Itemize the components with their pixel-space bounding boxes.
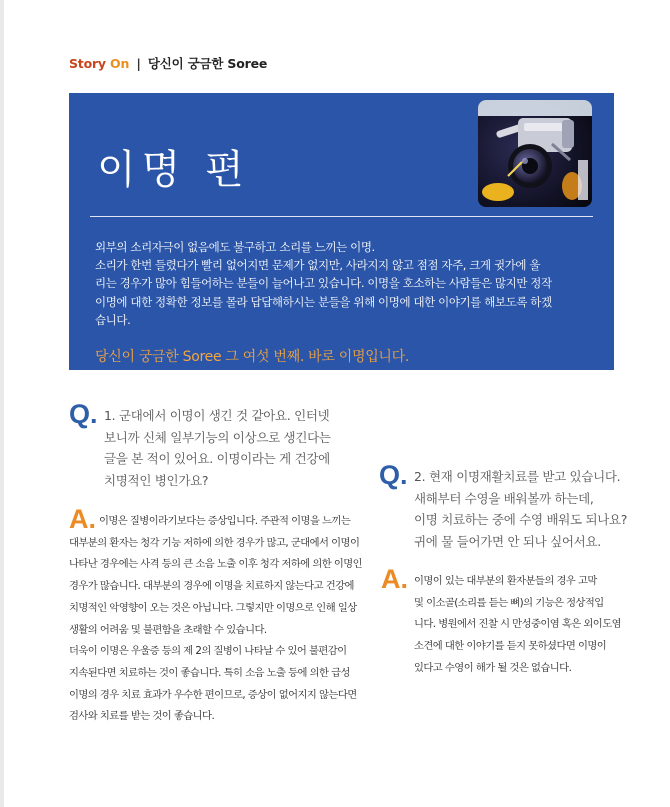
banner-tagline: 당신이 궁금한 Soree 그 여섯 번째. 바로 이명입니다. (95, 349, 410, 365)
answer-line: 대부분의 환자는 청각 기능 저하에 의한 경우가 많고, 군대에서 이명이 (69, 536, 360, 549)
answer-1-text (69, 511, 365, 728)
page-title: 이명 편 (97, 147, 250, 193)
intro-line: 외부의 소리자극이 없음에도 불구하고 소리를 느끼는 이명. (95, 240, 375, 254)
page-edge (0, 0, 4, 807)
question-1-mark: Q. (69, 399, 98, 429)
intro-line: 소리가 한번 들렸다가 빨리 없어지면 문제가 없지만, 사라지지 않고 점점 자주, 크게 귓가에 울 (95, 258, 541, 273)
banner-divider (90, 216, 593, 217)
answer-line: 있다고 수영이 해가 될 것은 없습니다. (414, 661, 572, 674)
header-on: On (110, 56, 130, 71)
question-line: 보니까 신체 일부기능의 이상으로 생긴다는 (104, 429, 331, 445)
question-line: 2. 현재 이명재활치료를 받고 있습니다. (414, 469, 621, 484)
answer-line: 검사와 치료를 받는 것이 좋습니다. (69, 710, 215, 723)
answer-line: 나타난 경우에는 사격 등의 큰 소음 노출 이후 청각 저하에 의한 이명인 (69, 558, 363, 571)
answer-line: 더욱이 이명은 우울증 등의 제 2의 질병이 나타날 수 있어 불편감이 (69, 645, 347, 658)
header-subtitle: 당신이 궁금한 Soree (147, 56, 268, 71)
header-story: Story (69, 56, 106, 71)
intro-line: 습니다. (95, 312, 131, 327)
question-line: 새해부터 수영을 배워볼까 하는데, (414, 490, 594, 506)
answer-line: 지속된다면 치료하는 것이 좋습니다. 특히 소음 노출 등에 의한 급성 (69, 666, 350, 679)
answer-2-mark: A. (381, 564, 408, 594)
answer-line: 니다. 병원에서 진찰 시 만성중이염 혹은 외이도염 (414, 618, 621, 631)
intro-line: 리는 경우가 많아 힘들어하는 분들이 늘어나고 있습니다. 이명을 호소하는 사람들은 많지만 정작 (95, 276, 552, 291)
question-2-mark: Q. (379, 460, 408, 490)
equipment-photo (478, 100, 592, 207)
answer-line: 이명의 경우 치료 효과가 우수한 편이므로, 증상이 없어지지 않는다면 (69, 688, 357, 701)
question-line: 치명적인 병인가요? (104, 472, 209, 488)
answer-line: 및 이소골(소리를 듣는 뼈)의 기능은 정상적입 (414, 596, 604, 609)
section-header (69, 54, 267, 72)
answer-line: 경우가 많습니다. 대부분의 경우에 이명을 치료하지 않는다고 건강에 (69, 580, 354, 593)
intro-line: 이명에 대한 정확한 정보를 몰라 답답해하시는 분들을 위해 이명에 대한 이야기를 해보도록 하겠 (95, 294, 552, 309)
title-banner (69, 93, 614, 370)
answer-2-text (381, 571, 643, 680)
question-1-text (104, 405, 359, 491)
question-line: 이명 치료하는 중에 수영 배워도 되나요? (414, 512, 628, 527)
question-line: 글을 본 적이 있어요. 이명이라는 게 건강에 (104, 451, 330, 466)
question-line: 귀에 물 들어가면 안 되나 싶어서요. (414, 533, 601, 549)
question-2-text (414, 466, 650, 552)
question-line: 1. 군대에서 이명이 생긴 것 같아요. 인터넷 (104, 408, 330, 423)
intro-paragraph (95, 238, 595, 329)
answer-line: 치명적인 악영향이 오는 것은 아닙니다. 그렇지만 이명으로 인해 일상 (69, 601, 357, 614)
answer-line: 이명이 있는 대부분의 환자분들의 경우 고막 (414, 575, 597, 587)
answer-line: 이명은 질병이라기보다는 증상입니다. 주관적 이명을 느끼는 (99, 515, 351, 527)
answer-line: 소견에 대한 이야기를 듣지 못하셨다면 이명이 (414, 640, 607, 653)
header-separator: | (136, 56, 141, 71)
answer-1-mark: A. (69, 504, 96, 534)
answer-line: 생활의 어려움 및 불편함을 초래할 수 있습니다. (69, 623, 267, 636)
